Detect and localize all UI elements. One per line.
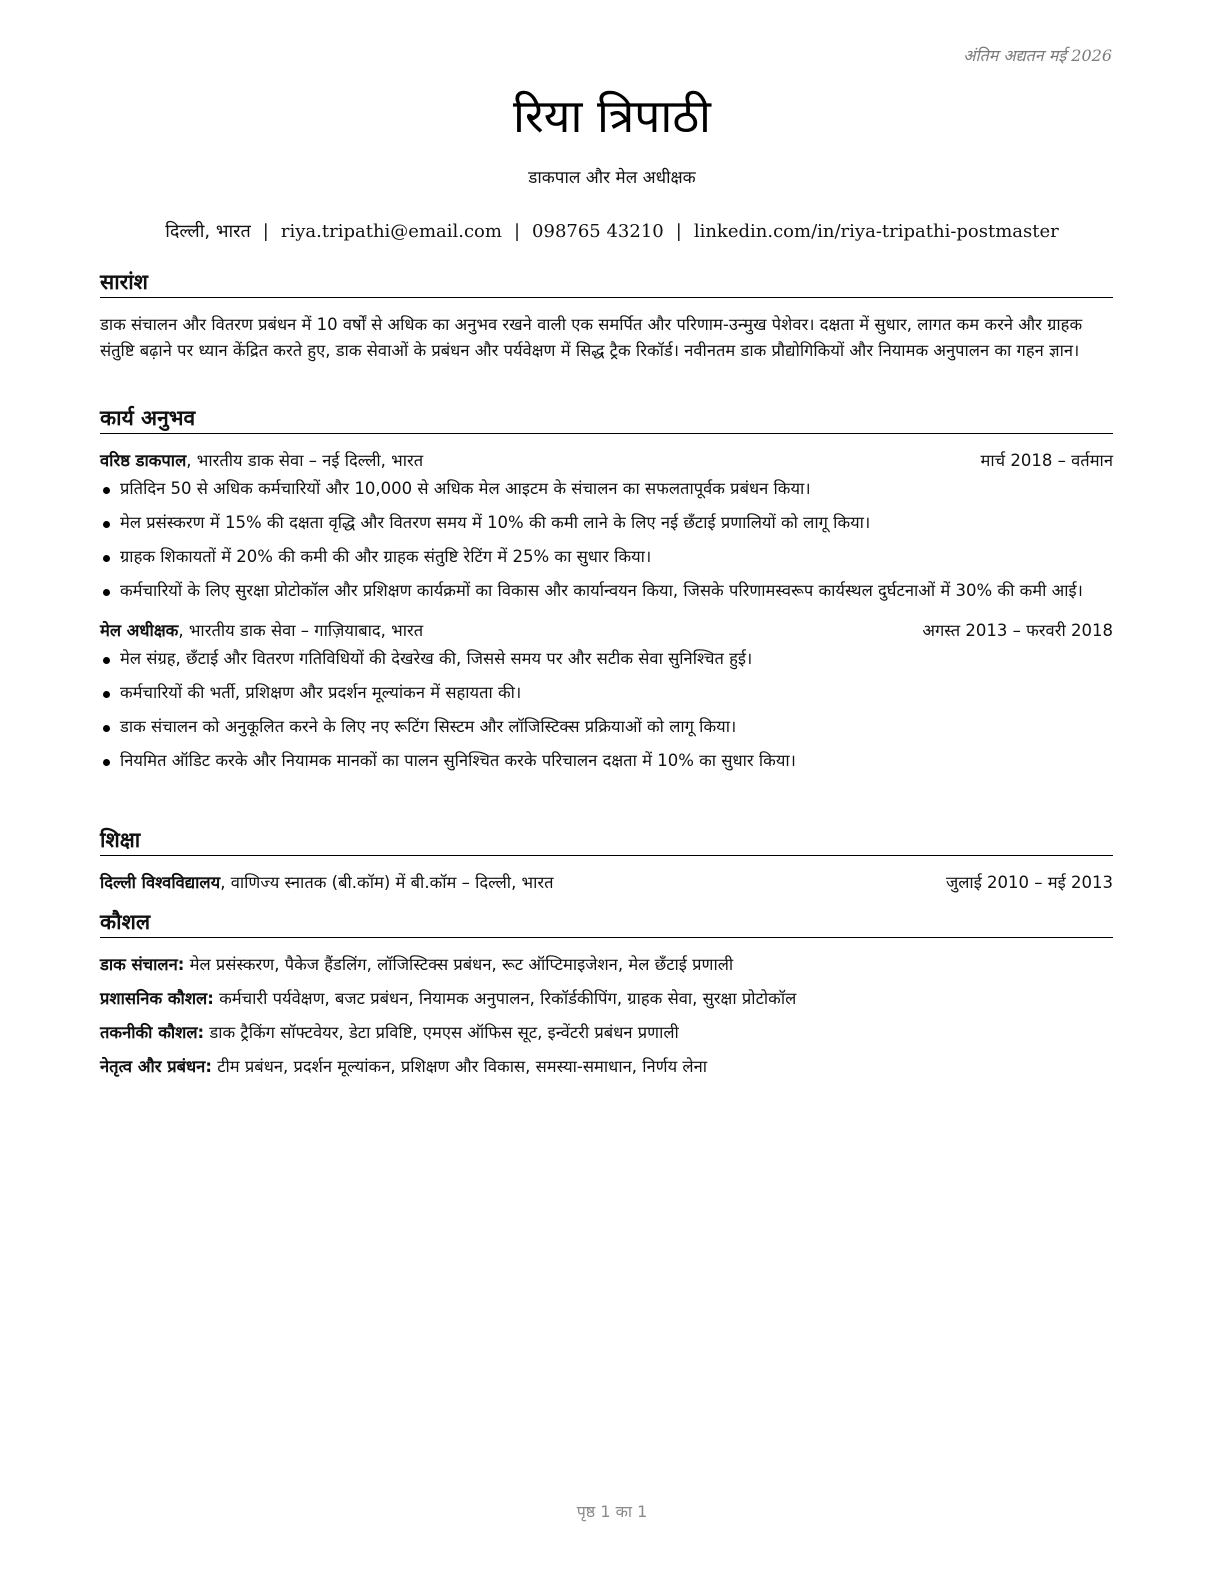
contact-separator: | [262, 221, 269, 242]
education-detail: , वाणिज्य स्नातक (बी.कॉम) में बी.कॉम – दिल्ली, भारत [220, 873, 554, 892]
skills-section [100, 908, 1113, 1088]
skill-category: नेतृत्व और प्रबंधन: [100, 1057, 212, 1076]
contact-separator: | [675, 221, 682, 242]
last-updated-prefix: अंतिम अद्यतन मई [963, 46, 1067, 65]
skill-row [100, 952, 1113, 978]
summary-section [100, 268, 1113, 364]
job-dates: मार्च 2018 – वर्तमान [980, 451, 1113, 470]
skill-items: टीम प्रबंधन, प्रदर्शन मूल्यांकन, प्रशिक्षण और विकास, समस्या-समाधान, निर्णय लेना [211, 1057, 708, 1076]
job-header [100, 448, 1113, 474]
job-bullet: ग्राहक शिकायतों में 20% की कमी की और ग्राहक संतुष्टि रेटिंग में 25% का सुधार किया। [100, 544, 1113, 570]
job-bullets [100, 646, 1113, 774]
job-bullet: कर्मचारियों के लिए सुरक्षा प्रोटोकॉल और प्रशिक्षण कार्यक्रमों का विकास और कार्यान्वयन किया, जिसके परिणामस्वरूप कार्यस्थल दुर्घटनाओं में 30% की कमी आई। [100, 578, 1113, 604]
skill-items: डाक ट्रैकिंग सॉफ्टवेयर, डेटा प्रविष्टि, एमएस ऑफिस सूट, इन्वेंटरी प्रबंधन प्रणाली [204, 1023, 679, 1042]
contact-email[interactable]: riya.tripathi@email.com [280, 221, 502, 242]
last-updated-year: 2026 [1071, 46, 1112, 65]
education-entry [100, 870, 1113, 896]
job-entry [100, 448, 1113, 604]
job-bullet: मेल संग्रह, छँटाई और वितरण गतिविधियों की देखरेख की, जिससे समय पर और सटीक सेवा सुनिश्चित हुई। [100, 646, 1113, 672]
job-organization: , भारतीय डाक सेवा – नई दिल्ली, भारत [186, 451, 424, 470]
contact-location: दिल्ली, भारत [165, 221, 251, 242]
skill-row [100, 1020, 1113, 1046]
job-bullet: मेल प्रसंस्करण में 15% की दक्षता वृद्धि और वितरण समय में 10% की कमी लाने के लिए नई छँटाई प्रणालियों को लागू किया। [100, 510, 1113, 536]
job-bullet: कर्मचारियों की भर्ती, प्रशिक्षण और प्रदर्शन मूल्यांकन में सहायता की। [100, 680, 1113, 706]
skill-row [100, 1054, 1113, 1080]
skill-category: डाक संचालन: [100, 955, 185, 974]
education-degree [100, 870, 554, 896]
job-position [100, 448, 423, 474]
job-position [100, 618, 423, 644]
job-bullets [100, 476, 1113, 604]
candidate-name: रिया त्रिपाठी [513, 89, 711, 143]
page-number: पृष्ठ 1 का 1 [576, 1502, 648, 1521]
job-bullet: डाक संचालन को अनुकूलित करने के लिए नए रूटिंग सिस्टम और लॉजिस्टिक्स प्रक्रियाओं को लागू किया। [100, 714, 1113, 740]
job-role: मेल अधीक्षक [100, 621, 179, 640]
contact-phone: 098765 43210 [532, 221, 664, 242]
experience-section [100, 404, 1113, 782]
skill-items: मेल प्रसंस्करण, पैकेज हैंडलिंग, लॉजिस्टिक्स प्रबंधन, रूट ऑप्टिमाइजेशन, मेल छँटाई प्रणाली [184, 955, 734, 974]
job-header [100, 618, 1113, 644]
last-updated [963, 44, 1112, 66]
education-institution: दिल्ली विश्वविद्यालय [100, 873, 221, 892]
skill-items: कर्मचारी पर्यवेक्षण, बजट प्रबंधन, नियामक अनुपालन, रिकॉर्डकीपिंग, ग्राहक सेवा, सुरक्षा प्रोटोकॉल [213, 989, 797, 1008]
section-heading-summary: सारांश [100, 268, 1113, 298]
job-role: वरिष्ठ डाकपाल [100, 451, 187, 470]
job-dates: अगस्त 2013 – फरवरी 2018 [922, 621, 1113, 640]
section-heading-skills: कौशल [100, 908, 1113, 938]
skills-list [100, 952, 1113, 1080]
candidate-title: डाकपाल और मेल अधीक्षक [528, 168, 696, 188]
contact-line [0, 218, 1224, 246]
job-bullet: नियमित ऑडिट करके और नियामक मानकों का पालन सुनिश्चित करके परिचालन दक्षता में 10% का सुधार किया। [100, 748, 1113, 774]
contact-linkedin[interactable]: linkedin.com/in/riya-tripathi-postmaster [693, 221, 1059, 242]
job-entry [100, 618, 1113, 774]
section-heading-experience: कार्य अनुभव [100, 404, 1113, 434]
section-heading-education: शिक्षा [100, 826, 1113, 856]
summary-text: डाक संचालन और वितरण प्रबंधन में 10 वर्षों से अधिक का अनुभव रखने वाली एक समर्पित और परिणाम-उन्मुख पेशेवर। दक्षता में सुधार, लागत कम करने और ग्राहक संतुष्टि बढ़ाने पर ध्यान केंद्रित करते हुए, डाक सेवाओं के प्रबंधन और पर्यवेक्षण में सिद्ध ट्रैक रिकॉर्ड। नवीनतम डाक प्रौद्योगिकियों और नियामक अनुपालन का गहन ज्ञान। [100, 315, 1083, 360]
job-organization: , भारतीय डाक सेवा – गाज़ियाबाद, भारत [178, 621, 424, 640]
skill-category: प्रशासनिक कौशल: [100, 989, 214, 1008]
skill-category: तकनीकी कौशल: [100, 1023, 205, 1042]
education-section [100, 826, 1113, 896]
education-dates: जुलाई 2010 – मई 2013 [946, 873, 1113, 892]
contact-separator: | [513, 221, 521, 242]
skill-row [100, 986, 1113, 1012]
job-bullet: प्रतिदिन 50 से अधिक कर्मचारियों और 10,000 से अधिक मेल आइटम के संचालन का सफलतापूर्वक प्रबंधन किया। [100, 476, 1113, 502]
